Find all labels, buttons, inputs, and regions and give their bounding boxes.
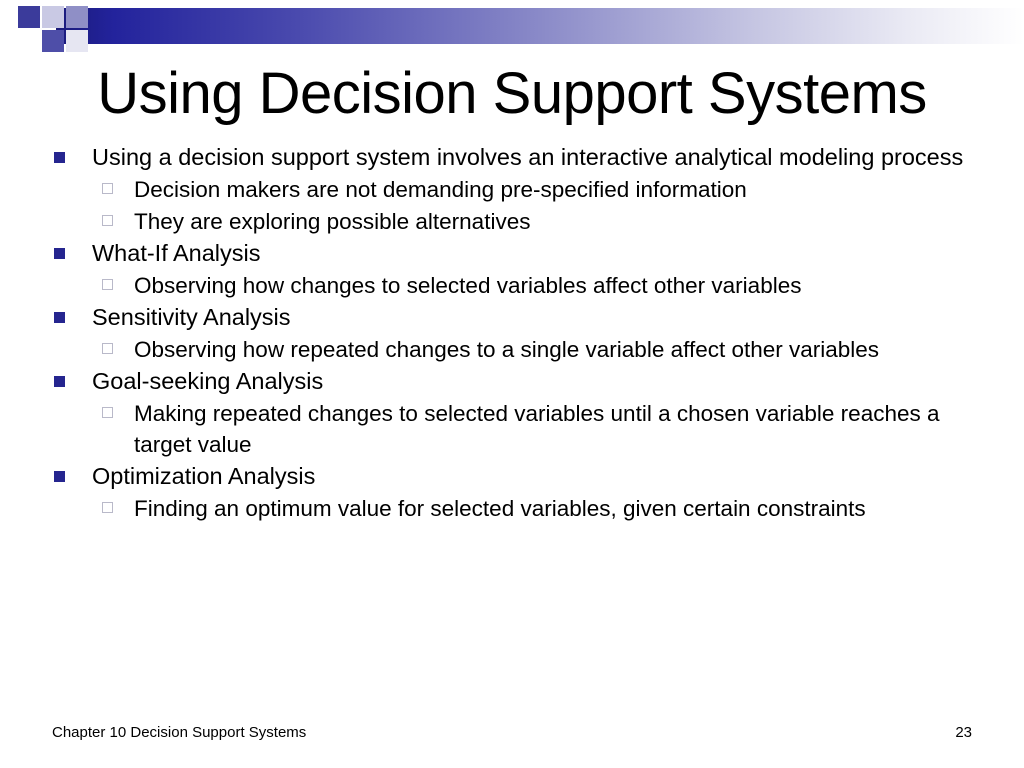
square-bullet-icon [54,471,65,482]
deco-square-3 [66,6,88,28]
deco-square-1 [18,6,40,28]
hollow-square-bullet-icon [102,407,113,418]
bullet-item [44,334,992,365]
square-bullet-icon [54,248,65,259]
bullet-text: Making repeated changes to selected variables until a chosen variable reaches a target value [134,401,940,457]
bullet-text: They are exploring possible alternatives [134,209,531,234]
deco-square-6 [66,30,88,52]
bullet-item [44,238,992,269]
bullet-item [44,206,992,237]
bullet-text: Finding an optimum value for selected variables, given certain constraints [134,496,866,521]
bullet-item [44,398,992,460]
square-bullet-icon [54,152,65,163]
bullet-text: Observing how repeated changes to a single variable affect other variables [134,337,880,362]
slide-body [44,142,992,525]
bullet-item [44,366,992,397]
square-bullet-icon [54,376,65,387]
bullet-item [44,461,992,492]
bullet-item [44,493,992,524]
hollow-square-bullet-icon [102,502,113,513]
square-bullet-icon [54,312,65,323]
deco-square-5 [42,30,64,52]
footer-chapter-label: Chapter 10 Decision Support Systems [52,724,307,741]
bullet-item [44,270,992,301]
bullet-text: Goal-seeking Analysis [92,368,324,394]
deco-square-4 [18,30,40,52]
bullet-text: Observing how changes to selected variables affect other variables [134,273,802,298]
footer-page-number: 23 [955,724,972,741]
bullet-text: Decision makers are not demanding pre-specified information [134,177,747,202]
bullet-item [44,142,992,173]
hollow-square-bullet-icon [102,183,113,194]
hollow-square-bullet-icon [102,215,113,226]
deco-square-2 [42,6,64,28]
gradient-bar [56,8,1024,44]
hollow-square-bullet-icon [102,279,113,290]
slide-title: Using Decision Support Systems [97,61,927,126]
bullet-item [44,302,992,333]
bullet-text: Sensitivity Analysis [92,304,291,330]
hollow-square-bullet-icon [102,343,113,354]
bullet-text: Optimization Analysis [92,463,316,489]
slide-header-decoration [0,0,1024,58]
bullet-text: Using a decision support system involves an interactive analytical modeling process [92,144,964,170]
bullet-text: What-If Analysis [92,240,261,266]
bullet-item [44,174,992,205]
